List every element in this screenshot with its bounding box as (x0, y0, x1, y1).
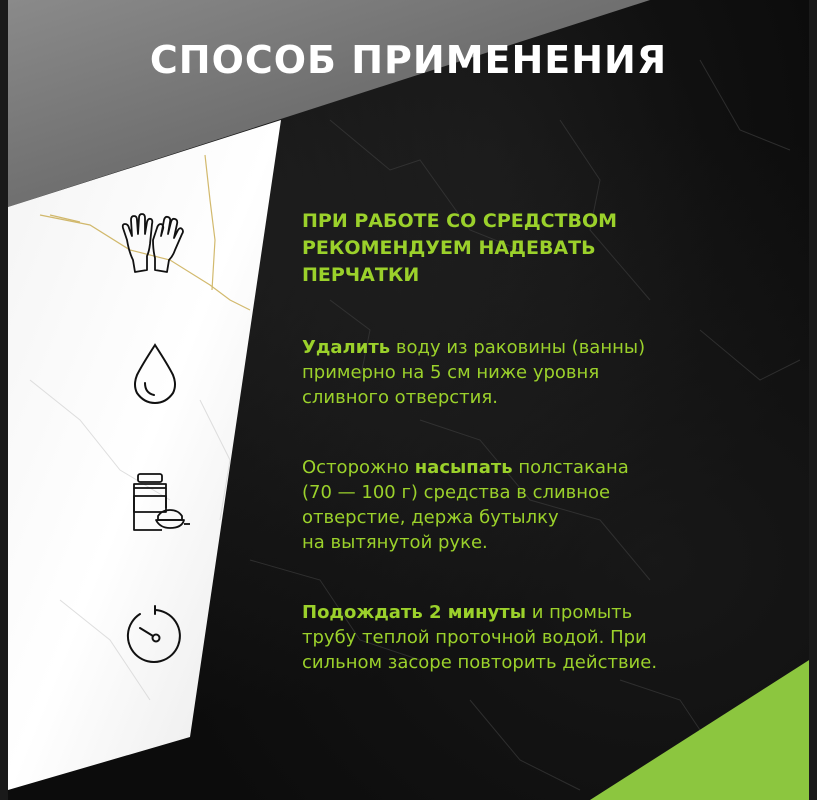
warning-line: РЕКОМЕНДУЕМ НАДЕВАТЬ (302, 237, 596, 259)
step-text: на вытянутой руке. (302, 532, 488, 553)
powder-jar-scoop-icon (122, 468, 192, 538)
gloves-icon (117, 210, 187, 280)
water-drop-icon (120, 339, 190, 409)
step-remove-water (302, 335, 782, 410)
gloves-warning (302, 208, 782, 289)
marble-cracks (250, 60, 800, 790)
step-text: (70 — 100 г) средства в сливное (302, 482, 611, 503)
step-wait-rinse (302, 600, 782, 675)
step-text: полстакана (512, 457, 629, 478)
step-action: Подождать 2 минуты (302, 602, 527, 623)
warning-line: ПРИ РАБОТЕ СО СРЕДСТВОМ (302, 210, 618, 232)
step-text: сильном засоре повторить действие. (302, 652, 658, 673)
grey-corner-shape (8, 0, 650, 207)
step-text: примерно на 5 см ниже уровня (302, 362, 600, 383)
page-title: СПОСОБ ПРИМЕНЕНИЯ (149, 38, 668, 82)
step-action: Удалить (302, 337, 391, 358)
timer-icon (120, 600, 190, 670)
warning-line: ПЕРЧАТКИ (302, 264, 420, 286)
step-text: сливного отверстия. (302, 387, 498, 408)
step-text: отверстие, держа бутылку (302, 507, 559, 528)
step-text: и промыть (526, 602, 633, 623)
step-text: Осторожно (302, 457, 415, 478)
green-corner-shape (590, 655, 817, 800)
step-action: насыпать (414, 457, 513, 478)
step-pour-powder (302, 455, 782, 555)
step-text: воду из раковины (ванны) (390, 337, 646, 358)
step-text: трубу теплой проточной водой. При (302, 627, 647, 648)
